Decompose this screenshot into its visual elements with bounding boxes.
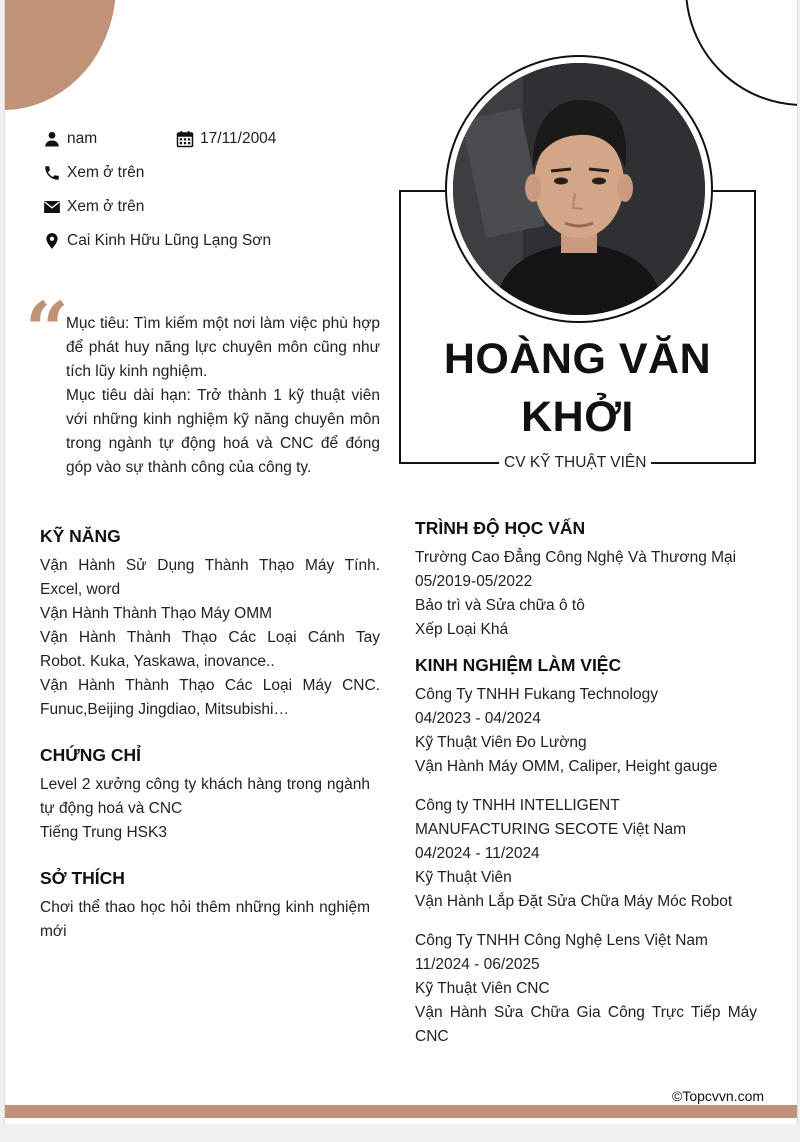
job-period: 04/2024 - 11/2024 [415,845,540,862]
education-period: 05/2019-05/2022 [415,573,533,590]
contact-address [43,232,271,250]
skill-item: Vận Hành Thành Thạo Máy OMM [40,605,273,622]
contact-gender [43,130,97,148]
education-grade: Xếp Loại Khá [415,621,509,638]
job-title: Kỹ Thuật Viên [415,869,512,886]
cv-subtitle: CV KỸ THUẬT VIÊN [499,452,651,474]
person-icon [43,130,61,148]
job-entry [415,794,757,914]
calendar-icon [176,130,194,148]
job-company: Công Ty TNHH Fukang Technology [415,686,658,703]
job-description: Vận Hành Máy OMM, Caliper, Height gauge [415,758,718,775]
contact-dob [176,130,276,148]
experience-heading: KINH NGHIỆM LÀM VIỆC [415,655,622,675]
candidate-name [401,330,754,446]
skill-item: Vận Hành Thành Thạo Các Loại Máy CNC. Funuc,Beijing Jingdiao, Mitsubishi… [40,677,380,718]
hobbies-section [40,866,370,944]
portrait-illustration [453,63,705,315]
name-line-1: HOÀNG VĂN [443,335,712,383]
hobby-item: Chơi thể thao học hỏi thêm những kinh nghiệm mới [40,899,370,940]
decor-ring-top-right [685,0,798,106]
education-heading: TRÌNH ĐỘ HỌC VẤN [415,518,586,538]
location-pin-icon [43,232,61,250]
job-period: 11/2024 - 06/2025 [415,956,540,973]
certificates-section [40,743,370,845]
address-value: Cai Kinh Hữu Lũng Lạng Sơn [67,232,272,249]
job-title: Kỹ Thuật Viên CNC [415,980,550,997]
decor-circle-top-left [4,0,116,110]
copyright-text: ©Topcvvn.com [672,1088,765,1104]
gender-value: nam [67,130,98,147]
education-school: Trường Cao Đẳng Công Nghệ Và Thương Mại [415,549,737,566]
job-title: Kỹ Thuật Viên Đo Lường [415,734,587,751]
phone-icon [43,164,61,182]
footer-accent-bar [5,1105,797,1118]
skill-item: Vận Hành Thành Thạo Các Loại Cánh Tay Robot. Kuka, Yaskawa, inovance.. [40,629,380,670]
skills-heading: KỸ NĂNG [40,526,121,546]
experience-section [415,653,757,1049]
certificate-item: Level 2 xưởng công ty khách hàng trong ngành tự động hoá và CNC [40,776,370,817]
job-description: Vận Hành Sửa Chữa Gia Công Trực Tiếp Máy CNC [415,1004,757,1045]
job-company: Công Ty TNHH Công Nghệ Lens Việt Nam [415,932,708,949]
contact-email [43,198,144,216]
certificates-heading: CHỨNG CHỈ [40,745,142,765]
education-section [415,516,757,642]
certificate-item: Tiếng Trung HSK3 [40,824,167,841]
skill-item: Vận Hành Sử Dụng Thành Thạo Máy Tính. Excel, word [40,557,380,598]
education-major: Bảo trì và Sửa chữa ô tô [415,597,585,614]
envelope-icon [43,198,61,216]
job-entry [415,929,757,1049]
cv-page [4,0,798,1124]
phone-value: Xem ở trên [67,164,145,181]
job-entry [415,683,757,779]
career-objective [66,312,380,480]
email-value: Xem ở trên [67,198,145,215]
hobbies-heading: SỞ THÍCH [40,868,125,888]
job-period: 04/2023 - 04/2024 [415,710,541,727]
avatar [453,63,705,315]
quote-mark-icon: “ [25,285,69,374]
name-line-2: KHỞI [521,393,634,441]
objective-short-term: Mục tiêu: Tìm kiếm một nơi làm việc phù hợp để phát huy năng lực chuyên môn cũng như tích lũy kinh nghiệm. [66,315,380,380]
job-company: Công ty TNHH INTELLIGENT MANUFACTURING SECOTE Việt Nam [415,797,687,838]
contact-phone [43,164,144,182]
dob-value: 17/11/2004 [200,130,277,147]
objective-long-term: Mục tiêu dài hạn: Trở thành 1 kỹ thuật viên với những kinh nghiệm kỹ năng chuyên môn trong ngành tự động hoá và CNC để đóng góp vào sự thành công của công ty. [66,387,380,476]
skills-section [40,524,380,722]
job-description: Vận Hành Lắp Đặt Sửa Chữa Máy Móc Robot [415,893,733,910]
